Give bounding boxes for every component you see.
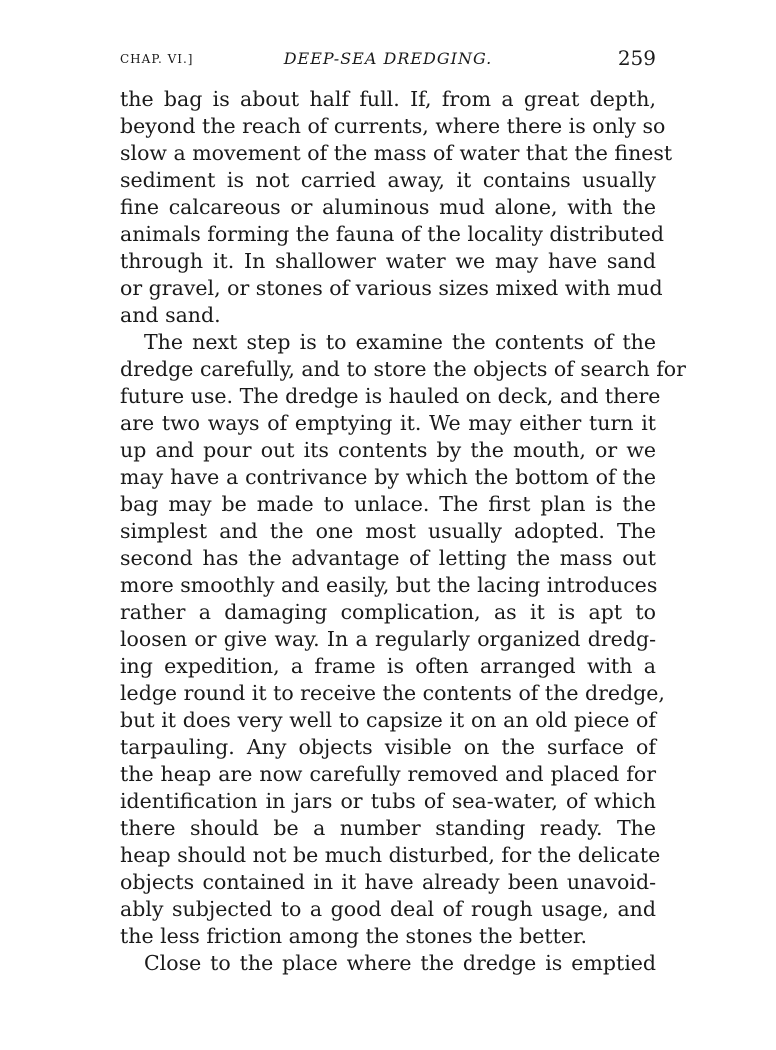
text-line: the bag is about half full. If, from a great depth, — [120, 87, 656, 111]
text-line: ing expedition, a frame is often arranged with a — [120, 654, 656, 678]
body-text — [120, 86, 686, 977]
text-line: identification in jars or tubs of sea-water, of which — [120, 789, 656, 813]
running-title: DEEP-SEA DREDGING. — [283, 49, 493, 68]
text-line: through it. In shallower water we may have sand — [120, 249, 656, 273]
text-line: heap should not be much disturbed, for the delicate — [120, 843, 661, 867]
text-line: and sand. — [120, 303, 221, 327]
text-line: animals forming the fauna of the locality distributed — [120, 222, 665, 246]
text-line: are two ways of emptying it. We may either turn it — [120, 411, 656, 435]
text-line: slow a movement of the mass of water that the finest — [120, 141, 673, 165]
text-line: The next step is to examine the contents of the — [144, 330, 656, 354]
text-line: simplest and the one most usually adopted. The — [120, 519, 656, 543]
text-line: the heap are now carefully removed and placed for — [120, 762, 656, 786]
text-line: beyond the reach of currents, where there is only so — [120, 114, 666, 138]
page-number: 259 — [617, 46, 656, 70]
text-line: ably subjected to a good deal of rough usage, and — [120, 897, 656, 921]
text-line: objects contained in it have already been unavoid- — [120, 870, 656, 894]
text-line: dredge carefully, and to store the objects of search for — [120, 357, 686, 381]
text-line: ledge round it to receive the contents of the dredge, — [120, 681, 665, 705]
text-line: up and pour out its contents by the mouth, or we — [120, 438, 656, 462]
text-line: bag may be made to unlace. The first plan is the — [120, 492, 656, 516]
text-line: loosen or give way. In a regularly organized dredg- — [120, 627, 656, 651]
text-line: more smoothly and easily, but the lacing introduces — [120, 573, 658, 597]
chapter-label: CHAP. VI.] — [120, 52, 194, 66]
text-line: rather a damaging complication, as it is apt to — [120, 600, 656, 624]
text-line: tarpauling. Any objects visible on the surface of — [120, 735, 656, 759]
text-line: may have a contrivance by which the bottom of the — [120, 465, 656, 489]
text-line: there should be a number standing ready. The — [120, 816, 656, 840]
text-line: Close to the place where the dredge is emptied — [144, 951, 656, 975]
text-line: sediment is not carried away, it contains usually — [120, 168, 656, 192]
text-line: future use. The dredge is hauled on deck, and there — [120, 384, 661, 408]
text-line: but it does very well to capsize it on an old piece of — [120, 708, 656, 732]
text-line: second has the advantage of letting the mass out — [120, 546, 656, 570]
page-header — [120, 46, 656, 76]
text-line: fine calcareous or aluminous mud alone, with the — [120, 195, 656, 219]
text-line: the less friction among the stones the better. — [120, 924, 588, 948]
text-line: or gravel, or stones of various sizes mixed with mud — [120, 276, 663, 300]
